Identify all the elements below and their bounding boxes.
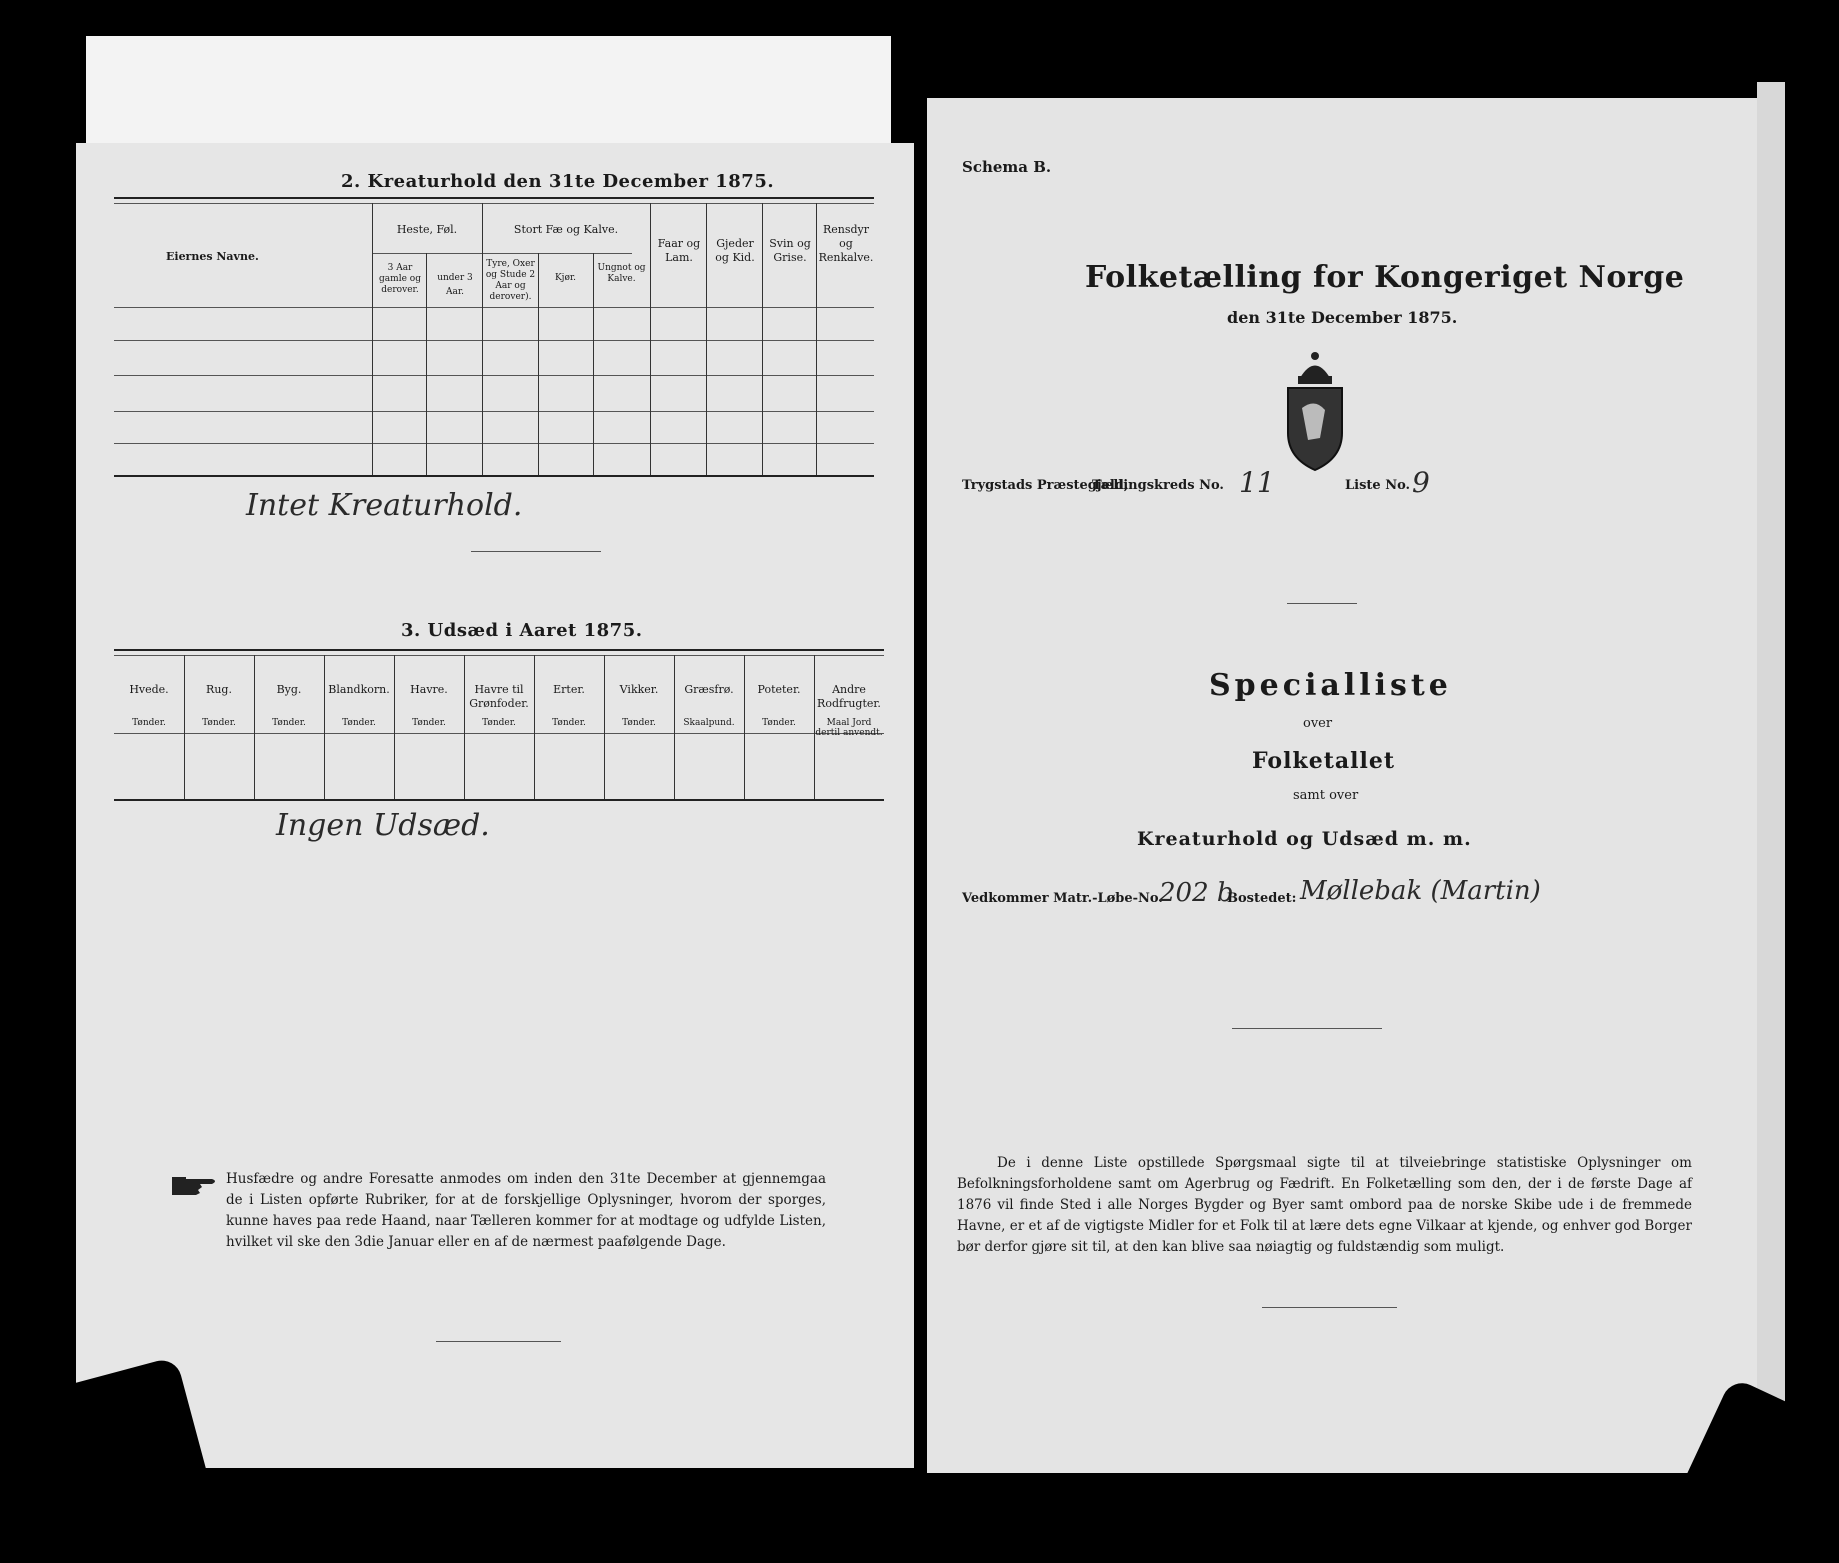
list-number: 9 bbox=[1412, 466, 1430, 499]
col-divider bbox=[482, 203, 483, 475]
sow-col-name: Vikker. bbox=[619, 683, 659, 696]
section2-title: 2. Kreaturhold den 31te December 1875. bbox=[341, 171, 775, 192]
bosted-value: Møllebak (Martin) bbox=[1300, 876, 1541, 906]
bosted-label: Bostedet: bbox=[1227, 891, 1297, 906]
sow-col-unit: Tønder. bbox=[272, 718, 306, 728]
table-row-line bbox=[114, 411, 874, 412]
table-top-line bbox=[114, 197, 874, 199]
over-text: over bbox=[1303, 716, 1333, 731]
separator bbox=[471, 551, 601, 552]
col-divider bbox=[593, 253, 594, 475]
parish-label: Trygstads Præstegjeld, bbox=[962, 478, 1129, 493]
col-sheep: Faar og Lam. bbox=[657, 237, 701, 264]
sow-col-unit: Skaalpund. bbox=[683, 718, 735, 728]
table-bottom-line bbox=[114, 475, 874, 477]
sow-table-top bbox=[114, 649, 884, 651]
col-divider bbox=[816, 203, 817, 475]
col-divider bbox=[426, 253, 427, 475]
sow-col-name: Græsfrø. bbox=[684, 683, 734, 696]
main-title: Folketælling for Kongeriget Norge bbox=[1085, 260, 1685, 295]
section3-title: 3. Udsæd i Aaret 1875. bbox=[401, 620, 643, 641]
kreaturhold-text: Kreaturhold og Udsæd m. m. bbox=[1137, 828, 1472, 850]
notice-paragraph: Husfædre og andre Foresatte anmodes om inden den 31te December at gjennemgaa de i Listen opførte Rubriker, for at de forskjellige Oplysninger, hvorom der sporges, kunne haves paa rede Haand, naar Tælleren kommer for at modtage og udfylde Listen, hvilket vil ske den 3die Januar eller en af de nærmest paafølgende Dage. bbox=[226, 1171, 826, 1250]
sow-col-name: Blandkorn. bbox=[328, 683, 390, 696]
right-page bbox=[927, 98, 1757, 1473]
separator bbox=[1232, 1028, 1382, 1029]
col-divider bbox=[538, 253, 539, 475]
info-paragraph: De i denne Liste opstillede Spørgsmaal sigte til at tilveiebringe statistiske Oplysninger om Befolkningsforholdene samt om Agerbrug og Fædrift. En Folketælling som den, der i de første Dage af 1876 vil finde Sted i alle Norges Bygder og Byer samt ombord paa de norske Skibe ude i de fremmede Havne, er et af de vigtigste Midler for et Folk til at lære dets egne Vilkaar at kjende, og enhver god Borger bør derfor gjøre sit til, at den kan blive saa nøiagtig og fuldstændig som muligt. bbox=[957, 1155, 1692, 1255]
bottom-separator bbox=[436, 1341, 561, 1342]
special-list-title: Specialliste bbox=[1209, 668, 1452, 703]
handwritten-livestock-note: Intet Kreaturhold. bbox=[246, 488, 523, 523]
sow-header-line bbox=[114, 733, 884, 734]
samt-over-text: samt over bbox=[1293, 788, 1359, 803]
separator bbox=[1287, 603, 1357, 604]
sow-col-name: Hvede. bbox=[129, 683, 169, 696]
table-row-line bbox=[114, 443, 874, 444]
col-horses: Heste, Føl. bbox=[396, 223, 458, 236]
sow-col-unit: Tønder. bbox=[202, 718, 236, 728]
col-goats: Gjeder og Kid. bbox=[715, 237, 755, 264]
left-page bbox=[76, 143, 914, 1468]
sow-col-name: Rug. bbox=[206, 683, 232, 696]
col-cattle: Stort Fæ og Kalve. bbox=[513, 223, 619, 236]
col-horses-b: under 3 Aar. bbox=[437, 273, 473, 297]
sow-table-top-2 bbox=[114, 655, 884, 656]
sow-col-name: Erter. bbox=[553, 683, 585, 696]
list-label: Liste No. bbox=[1345, 478, 1411, 493]
table-row-line bbox=[114, 307, 874, 308]
col-pigs: Svin og Grise. bbox=[769, 237, 811, 264]
col-divider bbox=[706, 203, 707, 475]
col-owner: Eiernes Navne. bbox=[166, 250, 259, 263]
col-horses-a: 3 Aar gamle og derover. bbox=[379, 263, 421, 295]
table-top-line-2 bbox=[114, 203, 874, 204]
district-label: Tællingskreds No. bbox=[1092, 478, 1224, 493]
col-divider bbox=[762, 203, 763, 475]
sow-col-unit: Tønder. bbox=[412, 718, 446, 728]
sow-col-unit: Tønder. bbox=[482, 718, 516, 728]
sow-col-name: Poteter. bbox=[757, 683, 801, 696]
col-cattle-a: Tyre, Oxer og Stude 2 Aar og derover). bbox=[485, 259, 536, 302]
sow-col-unit: Tønder. bbox=[132, 718, 166, 728]
census-date: den 31te December 1875. bbox=[1227, 308, 1458, 327]
sow-col-name: Byg. bbox=[276, 683, 302, 696]
bottom-separator bbox=[1262, 1307, 1397, 1308]
sow-col-unit: Tønder. bbox=[762, 718, 796, 728]
table-row-line bbox=[114, 375, 874, 376]
sow-col-unit: Tønder. bbox=[622, 718, 656, 728]
col-divider bbox=[650, 203, 651, 475]
sow-col-name: Havre. bbox=[410, 683, 448, 696]
col-reindeer: Rensdyr og Renkalve. bbox=[818, 223, 874, 264]
matr-label: Vedkommer Matr.-Løbe-No. bbox=[962, 891, 1163, 906]
col-cattle-c: Ungnot og Kalve. bbox=[597, 263, 646, 284]
district-number: 11 bbox=[1239, 466, 1275, 499]
handwritten-sowing-note: Ingen Udsæd. bbox=[276, 808, 490, 843]
col-cattle-b: Kjør. bbox=[554, 273, 577, 283]
right-page-edge bbox=[1757, 82, 1785, 1472]
sow-col-unit: Tønder. bbox=[342, 718, 376, 728]
pointing-hand-icon bbox=[172, 1173, 222, 1199]
coat-of-arms-icon bbox=[1280, 348, 1350, 473]
folketallet-text: Folketallet bbox=[1252, 748, 1395, 774]
col-divider bbox=[372, 203, 373, 475]
sow-col-name: Havre til Grønfoder. bbox=[469, 683, 529, 710]
matr-number: 202 b bbox=[1159, 878, 1234, 908]
schema-label: Schema B. bbox=[962, 158, 1052, 176]
table-row-line bbox=[114, 340, 874, 341]
left-top-sheet bbox=[86, 36, 891, 156]
sow-col-unit: Maal Jord dertil anvendt. bbox=[815, 718, 883, 738]
sow-col-name: Andre Rodfrugter. bbox=[817, 683, 881, 710]
sow-col-unit: Tønder. bbox=[552, 718, 586, 728]
sow-table-bottom bbox=[114, 799, 884, 801]
